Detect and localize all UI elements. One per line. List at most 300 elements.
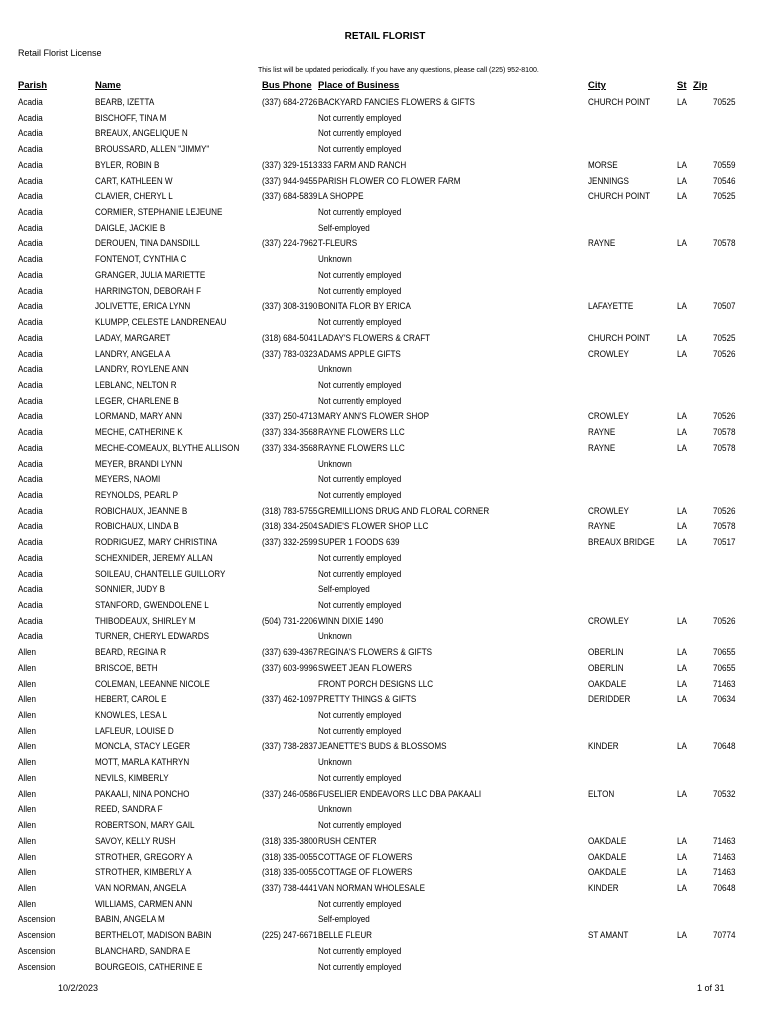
- cell-name: BLANCHARD, SANDRA E: [95, 945, 191, 956]
- cell-name: BYLER, ROBIN B: [95, 159, 160, 170]
- cell-parish: Acadia: [18, 505, 43, 516]
- cell-name: LADAY, MARGARET: [95, 332, 171, 343]
- table-row: [0, 409, 770, 425]
- license-label: Retail Florist License: [18, 48, 102, 58]
- cell-place: SADIE'S FLOWER SHOP LLC: [318, 521, 429, 532]
- cell-place: RUSH CENTER: [318, 835, 377, 846]
- cell-zip: 70546: [713, 175, 736, 186]
- cell-place: Self-employed: [318, 914, 370, 925]
- cell-place: SWEET JEAN FLOWERS: [318, 662, 412, 673]
- cell-city: RAYNE: [588, 521, 616, 532]
- table-row: [0, 95, 770, 111]
- cell-parish: Allen: [18, 678, 37, 689]
- cell-parish: Acadia: [18, 332, 43, 343]
- cell-place: FRONT PORCH DESIGNS LLC: [318, 678, 434, 689]
- cell-zip: 70578: [713, 238, 736, 249]
- update-notice: This list will be updated periodically. If you have any questions, please call (225) 952-8100.: [258, 67, 539, 74]
- cell-place: Self-employed: [318, 222, 370, 233]
- cell-city: ST AMANT: [588, 930, 629, 941]
- cell-name: LAFLEUR, LOUISE D: [95, 725, 174, 736]
- cell-st: LA: [677, 930, 687, 941]
- cell-st: LA: [677, 788, 687, 799]
- cell-name: LORMAND, MARY ANN: [95, 411, 183, 422]
- cell-phone: (337) 334-3568: [262, 427, 318, 438]
- page-title: RETAIL FLORIST: [344, 31, 426, 42]
- cell-zip: 70525: [713, 191, 736, 202]
- cell-zip: 70526: [713, 505, 736, 516]
- cell-name: KNOWLES, LESA L: [95, 710, 168, 721]
- header-parish: Parish: [18, 80, 48, 91]
- cell-place: JEANETTE'S BUDS & BLOSSOMS: [318, 741, 447, 752]
- table-row: [0, 378, 770, 394]
- cell-st: LA: [677, 662, 687, 673]
- cell-city: RAYNE: [588, 427, 616, 438]
- cell-parish: Allen: [18, 898, 37, 909]
- cell-parish: Allen: [18, 662, 37, 673]
- cell-st: LA: [677, 867, 687, 878]
- cell-parish: Allen: [18, 788, 37, 799]
- cell-name: BOURGEOIS, CATHERINE E: [95, 961, 203, 972]
- table-row: [0, 551, 770, 567]
- cell-zip: 71463: [713, 867, 736, 878]
- table-row: [0, 802, 770, 818]
- cell-parish: Acadia: [18, 442, 43, 453]
- cell-place: Not currently employed: [318, 285, 402, 296]
- cell-name: BABIN, ANGELA M: [95, 914, 165, 925]
- table-row: [0, 488, 770, 504]
- cell-place: PARISH FLOWER CO FLOWER FARM: [318, 175, 461, 186]
- table-row: [0, 236, 770, 252]
- table-row: [0, 755, 770, 771]
- cell-place: Unknown: [318, 254, 352, 265]
- cell-place: Unknown: [318, 804, 352, 815]
- cell-st: LA: [677, 301, 687, 312]
- cell-name: LANDRY, ROYLENE ANN: [95, 364, 189, 375]
- cell-city: OAKDALE: [588, 867, 627, 878]
- cell-name: GRANGER, JULIA MARIETTE: [95, 269, 206, 280]
- cell-place: Not currently employed: [318, 317, 402, 328]
- cell-parish: Acadia: [18, 159, 43, 170]
- cell-zip: 70648: [713, 741, 736, 752]
- table-row: [0, 315, 770, 331]
- table-row: [0, 347, 770, 363]
- table-row: [0, 425, 770, 441]
- cell-name: KLUMPP, CELESTE LANDRENEAU: [95, 317, 227, 328]
- cell-place: Unknown: [318, 458, 352, 469]
- cell-phone: (337) 738-2837: [262, 741, 318, 752]
- cell-st: LA: [677, 678, 687, 689]
- cell-st: LA: [677, 882, 687, 893]
- cell-parish: Ascension: [18, 914, 56, 925]
- table-row: [0, 897, 770, 913]
- cell-phone: (337) 684-5839: [262, 191, 318, 202]
- header-zip: Zip: [693, 80, 708, 91]
- cell-place: COTTAGE OF FLOWERS: [318, 867, 413, 878]
- cell-name: STROTHER, GREGORY A: [95, 851, 193, 862]
- cell-place: Not currently employed: [318, 552, 402, 563]
- cell-place: RAYNE FLOWERS LLC: [318, 442, 405, 453]
- cell-parish: Acadia: [18, 395, 43, 406]
- cell-city: CROWLEY: [588, 505, 629, 516]
- cell-st: LA: [677, 427, 687, 438]
- cell-place: BACKYARD FANCIES FLOWERS & GIFTS: [318, 97, 475, 107]
- table-row: [0, 960, 770, 976]
- cell-place: Not currently employed: [318, 898, 402, 909]
- table-row: [0, 158, 770, 174]
- cell-parish: Acadia: [18, 379, 43, 390]
- cell-zip: 71463: [713, 851, 736, 862]
- cell-place: Unknown: [318, 364, 352, 375]
- table-row: [0, 850, 770, 866]
- cell-zip: 70532: [713, 788, 736, 799]
- cell-parish: Acadia: [18, 97, 43, 107]
- cell-phone: (337) 639-4367: [262, 647, 318, 658]
- cell-st: LA: [677, 97, 687, 107]
- cell-city: LAFAYETTE: [588, 301, 634, 312]
- table-row: [0, 692, 770, 708]
- cell-name: BREAUX, ANGELIQUE N: [95, 128, 188, 139]
- cell-name: LANDRY, ANGELA A: [95, 348, 171, 359]
- cell-city: MORSE: [588, 159, 618, 170]
- table-row: [0, 126, 770, 142]
- cell-phone: (337) 944-9455: [262, 175, 318, 186]
- cell-name: STANFORD, GWENDOLENE L: [95, 600, 209, 610]
- cell-name: CART, KATHLEEN W: [95, 175, 173, 186]
- cell-name: MECHE-COMEAUX, BLYTHE ALLISON: [95, 442, 240, 453]
- cell-place: FUSELIER ENDEAVORS LLC DBA PAKAALI: [318, 788, 482, 799]
- cell-parish: Acadia: [18, 285, 43, 296]
- cell-name: ROBERTSON, MARY GAIL: [95, 820, 195, 831]
- cell-name: REYNOLDS, PEARL P: [95, 489, 178, 500]
- cell-parish: Allen: [18, 694, 37, 705]
- cell-name: BERTHELOT, MADISON BABIN: [95, 930, 212, 941]
- cell-parish: Allen: [18, 647, 37, 658]
- cell-zip: 71463: [713, 678, 736, 689]
- cell-parish: Allen: [18, 757, 37, 768]
- cell-city: KINDER: [588, 882, 619, 893]
- cell-place: Not currently employed: [318, 474, 402, 485]
- table-row: [0, 787, 770, 803]
- cell-place: REGINA'S FLOWERS & GIFTS: [318, 647, 433, 658]
- cell-phone: (337) 783-0323: [262, 348, 318, 359]
- cell-name: CLAVIER, CHERYL L: [95, 191, 173, 202]
- table-row: [0, 881, 770, 897]
- cell-place: LA SHOPPE: [318, 191, 364, 202]
- cell-zip: 70648: [713, 882, 736, 893]
- cell-city: JENNINGS: [588, 175, 629, 186]
- cell-zip: 70525: [713, 97, 736, 107]
- cell-place: Not currently employed: [318, 820, 402, 831]
- table-row: [0, 629, 770, 645]
- cell-place: Unknown: [318, 631, 352, 642]
- cell-parish: Acadia: [18, 552, 43, 563]
- cell-name: MECHE, CATHERINE K: [95, 427, 183, 438]
- cell-name: MEYERS, NAOMI: [95, 474, 161, 485]
- cell-phone: (318) 335-0055: [262, 867, 318, 878]
- cell-name: TURNER, CHERYL EDWARDS: [95, 631, 210, 642]
- cell-st: LA: [677, 647, 687, 658]
- cell-st: LA: [677, 851, 687, 862]
- cell-name: MOTT, MARLA KATHRYN: [95, 757, 190, 768]
- table-row: [0, 205, 770, 221]
- cell-city: CHURCH POINT: [588, 97, 651, 107]
- cell-st: LA: [677, 159, 687, 170]
- cell-name: PAKAALI, NINA PONCHO: [95, 788, 190, 799]
- cell-city: OAKDALE: [588, 851, 627, 862]
- cell-parish: Acadia: [18, 568, 43, 579]
- cell-name: LEBLANC, NELTON R: [95, 379, 177, 390]
- cell-place: WINN DIXIE 1490: [318, 615, 384, 626]
- cell-parish: Allen: [18, 710, 37, 721]
- cell-name: LEGER, CHARLENE B: [95, 395, 179, 406]
- table-row: [0, 189, 770, 205]
- cell-parish: Allen: [18, 725, 37, 736]
- cell-name: STROTHER, KIMBERLY A: [95, 867, 192, 878]
- cell-place: Self-employed: [318, 584, 370, 595]
- cell-st: LA: [677, 238, 687, 249]
- cell-st: LA: [677, 615, 687, 626]
- cell-st: LA: [677, 505, 687, 516]
- cell-city: CROWLEY: [588, 615, 629, 626]
- cell-phone: (504) 731-2206: [262, 615, 318, 626]
- cell-name: NEVILS, KIMBERLY: [95, 772, 169, 783]
- cell-parish: Acadia: [18, 175, 43, 186]
- cell-parish: Acadia: [18, 269, 43, 280]
- table-row: [0, 582, 770, 598]
- cell-name: BISCHOFF, TINA M: [95, 112, 167, 123]
- cell-place: Not currently employed: [318, 144, 402, 155]
- cell-name: HEBERT, CAROL E: [95, 694, 167, 705]
- cell-city: CROWLEY: [588, 348, 629, 359]
- cell-place: Not currently employed: [318, 269, 402, 280]
- cell-parish: Acadia: [18, 458, 43, 469]
- table-row: [0, 865, 770, 881]
- cell-zip: 70526: [713, 411, 736, 422]
- cell-city: DERIDDER: [588, 694, 631, 705]
- cell-name: ROBICHAUX, LINDA B: [95, 521, 179, 532]
- table-row: [0, 645, 770, 661]
- cell-city: RAYNE: [588, 442, 616, 453]
- cell-name: CORMIER, STEPHANIE LEJEUNE: [95, 207, 223, 218]
- cell-place: Not currently employed: [318, 395, 402, 406]
- cell-st: LA: [677, 332, 687, 343]
- header-bus-phone: Bus Phone: [262, 80, 312, 91]
- cell-phone: (318) 335-3800: [262, 835, 318, 846]
- table-row: [0, 221, 770, 237]
- cell-st: LA: [677, 835, 687, 846]
- cell-place: Not currently employed: [318, 600, 402, 610]
- table-row: [0, 284, 770, 300]
- cell-phone: (337) 684-2726: [262, 97, 318, 107]
- cell-phone: (337) 246-0586: [262, 788, 318, 799]
- cell-st: LA: [677, 694, 687, 705]
- table-row: [0, 394, 770, 410]
- cell-place: ADAMS APPLE GIFTS: [318, 348, 401, 359]
- cell-city: KINDER: [588, 741, 619, 752]
- cell-parish: Acadia: [18, 301, 43, 312]
- cell-name: BRISCOE, BETH: [95, 662, 158, 673]
- table-row: [0, 457, 770, 473]
- cell-place: Not currently employed: [318, 725, 402, 736]
- cell-phone: (318) 783-5755: [262, 505, 318, 516]
- cell-name: SCHEXNIDER, JEREMY ALLAN: [95, 552, 213, 563]
- cell-phone: (318) 334-2504: [262, 521, 318, 532]
- cell-place: Not currently employed: [318, 128, 402, 139]
- cell-place: Not currently employed: [318, 772, 402, 783]
- cell-name: DEROUEN, TINA DANSDILL: [95, 238, 200, 249]
- cell-place: Not currently employed: [318, 945, 402, 956]
- cell-parish: Allen: [18, 820, 37, 831]
- table-row: [0, 331, 770, 347]
- cell-st: LA: [677, 191, 687, 202]
- table-row: [0, 252, 770, 268]
- cell-parish: Acadia: [18, 112, 43, 123]
- table-row: [0, 912, 770, 928]
- table-row: [0, 142, 770, 158]
- cell-name: JOLIVETTE, ERICA LYNN: [95, 301, 191, 312]
- cell-place: GREMILLIONS DRUG AND FLORAL CORNER: [318, 505, 490, 516]
- cell-city: OAKDALE: [588, 835, 627, 846]
- cell-place: MARY ANN'S FLOWER SHOP: [318, 411, 430, 422]
- cell-city: ELTON: [588, 788, 615, 799]
- cell-name: MONCLA, STACY LEGER: [95, 741, 191, 752]
- cell-name: FONTENOT, CYNTHIA C: [95, 254, 187, 265]
- cell-city: CHURCH POINT: [588, 191, 651, 202]
- cell-place: VAN NORMAN WHOLESALE: [318, 882, 425, 893]
- cell-zip: 70578: [713, 442, 736, 453]
- cell-name: HARRINGTON, DEBORAH F: [95, 285, 202, 296]
- cell-zip: 70634: [713, 694, 736, 705]
- table-row: [0, 818, 770, 834]
- cell-parish: Allen: [18, 851, 37, 862]
- cell-city: BREAUX BRIDGE: [588, 537, 655, 548]
- cell-place: BELLE FLEUR: [318, 930, 373, 941]
- header-name: Name: [95, 80, 121, 91]
- cell-parish: Allen: [18, 882, 37, 893]
- cell-place: Not currently employed: [318, 710, 402, 721]
- cell-st: LA: [677, 175, 687, 186]
- cell-parish: Acadia: [18, 584, 43, 595]
- cell-name: SONNIER, JUDY B: [95, 584, 166, 595]
- cell-phone: (337) 329-1513: [262, 159, 318, 170]
- cell-zip: 70526: [713, 348, 736, 359]
- table-row: [0, 472, 770, 488]
- cell-name: SAVOY, KELLY RUSH: [95, 835, 176, 846]
- cell-phone: (337) 603-9996: [262, 662, 318, 673]
- cell-st: LA: [677, 348, 687, 359]
- cell-parish: Acadia: [18, 191, 43, 202]
- cell-phone: (337) 332-2599: [262, 537, 318, 548]
- cell-st: LA: [677, 521, 687, 532]
- cell-city: CROWLEY: [588, 411, 629, 422]
- cell-parish: Allen: [18, 741, 37, 752]
- cell-place: Not currently employed: [318, 112, 402, 123]
- cell-place: 333 FARM AND RANCH: [318, 159, 407, 170]
- table-row: [0, 535, 770, 551]
- table-row: [0, 928, 770, 944]
- cell-parish: Allen: [18, 867, 37, 878]
- cell-name: BROUSSARD, ALLEN "JIMMY": [95, 144, 210, 155]
- cell-place: BONITA FLOR BY ERICA: [318, 301, 411, 312]
- table-row: [0, 771, 770, 787]
- table-row: [0, 299, 770, 315]
- cell-city: OAKDALE: [588, 678, 627, 689]
- cell-zip: 70655: [713, 662, 736, 673]
- cell-place: T-FLEURS: [318, 238, 358, 249]
- cell-parish: Acadia: [18, 207, 43, 218]
- cell-zip: 71463: [713, 835, 736, 846]
- table-row: [0, 834, 770, 850]
- cell-parish: Acadia: [18, 474, 43, 485]
- cell-place: Unknown: [318, 757, 352, 768]
- cell-parish: Acadia: [18, 537, 43, 548]
- cell-city: OBERLIN: [588, 662, 624, 673]
- cell-parish: Acadia: [18, 411, 43, 422]
- cell-name: WILLIAMS, CARMEN ANN: [95, 898, 193, 909]
- cell-place: Not currently employed: [318, 568, 402, 579]
- cell-phone: (318) 684-5041: [262, 332, 318, 343]
- table-row: [0, 661, 770, 677]
- cell-parish: Acadia: [18, 222, 43, 233]
- cell-parish: Acadia: [18, 521, 43, 532]
- cell-name: MEYER, BRANDI LYNN: [95, 458, 183, 469]
- cell-phone: (318) 335-0055: [262, 851, 318, 862]
- cell-phone: (337) 738-4441: [262, 882, 318, 893]
- cell-st: LA: [677, 537, 687, 548]
- cell-city: RAYNE: [588, 238, 616, 249]
- cell-parish: Allen: [18, 835, 37, 846]
- table-row: [0, 268, 770, 284]
- cell-zip: 70655: [713, 647, 736, 658]
- cell-parish: Ascension: [18, 930, 56, 941]
- table-row: [0, 724, 770, 740]
- cell-name: BEARB, IZETTA: [95, 97, 155, 107]
- cell-parish: Ascension: [18, 945, 56, 956]
- cell-parish: Acadia: [18, 489, 43, 500]
- header-st: St: [677, 80, 687, 91]
- table-row: [0, 598, 770, 614]
- cell-parish: Acadia: [18, 238, 43, 249]
- license-table: [0, 95, 770, 975]
- cell-phone: (337) 334-3568: [262, 442, 318, 453]
- table-row: [0, 111, 770, 127]
- cell-phone: (225) 247-6671: [262, 930, 318, 941]
- cell-parish: Allen: [18, 804, 37, 815]
- table-row: [0, 362, 770, 378]
- cell-parish: Allen: [18, 772, 37, 783]
- cell-phone: (337) 308-3190: [262, 301, 318, 312]
- table-row: [0, 708, 770, 724]
- table-row: [0, 614, 770, 630]
- cell-phone: (337) 250-4713: [262, 411, 318, 422]
- table-row: [0, 519, 770, 535]
- table-row: [0, 739, 770, 755]
- footer-date: 10/2/2023: [58, 983, 99, 993]
- cell-name: VAN NORMAN, ANGELA: [95, 882, 187, 893]
- cell-parish: Acadia: [18, 615, 43, 626]
- cell-parish: Acadia: [18, 631, 43, 642]
- cell-place: Not currently employed: [318, 489, 402, 500]
- cell-zip: 70774: [713, 930, 736, 941]
- cell-parish: Acadia: [18, 600, 43, 610]
- cell-name: BEARD, REGINA R: [95, 647, 167, 658]
- cell-phone: (337) 462-1097: [262, 694, 318, 705]
- cell-zip: 70559: [713, 159, 736, 170]
- header-place-of-business: Place of Business: [318, 80, 400, 91]
- cell-parish: Acadia: [18, 254, 43, 265]
- cell-name: RODRIGUEZ, MARY CHRISTINA: [95, 537, 218, 548]
- cell-parish: Ascension: [18, 961, 56, 972]
